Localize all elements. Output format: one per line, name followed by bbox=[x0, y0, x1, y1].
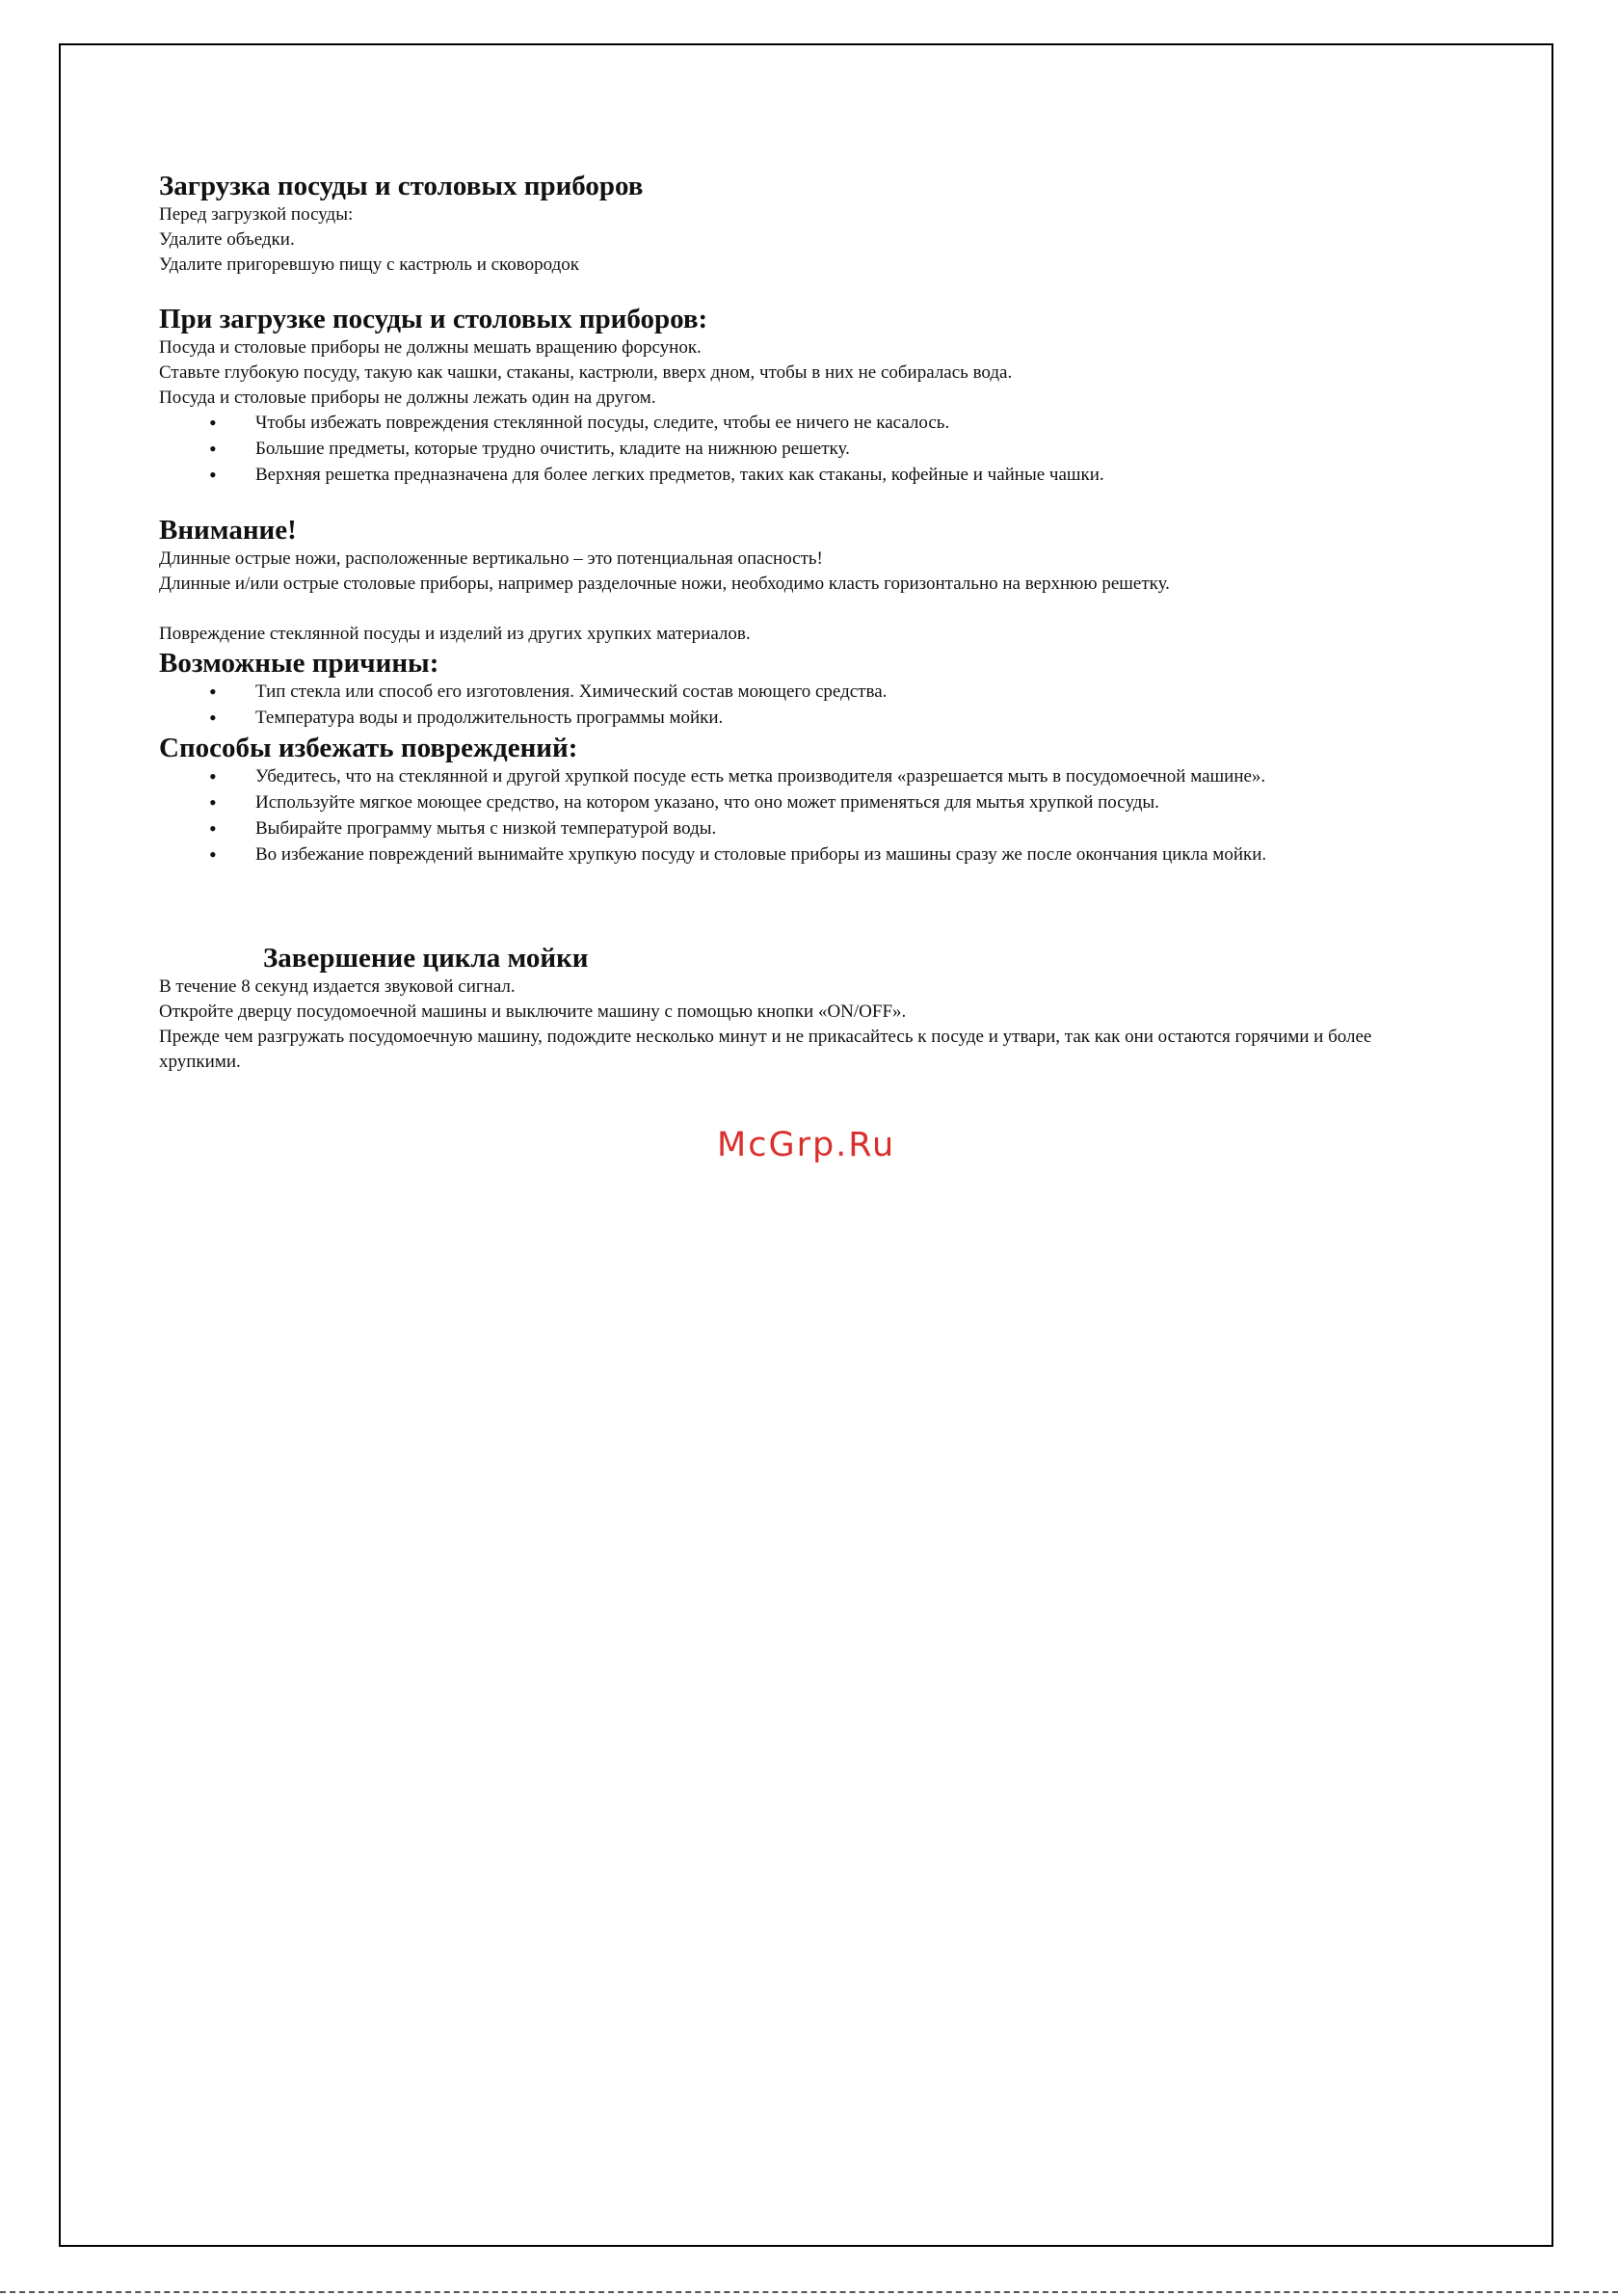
list-item: • Во избежание повреждений вынимайте хрупкую посуду и столовые приборы из машины сразу же после окончания цикла мойки. bbox=[255, 842, 1450, 868]
list-item: • Убедитесь, что на стеклянной и другой хрупкой посуде есть метка производителя «разрешается мыть в посудомоечной машине». bbox=[255, 764, 1450, 789]
section-title-end-cycle: Завершение цикла мойки bbox=[263, 943, 589, 974]
list-item: • Верхняя решетка предназначена для более легких предметов, таких как стаканы, кофейные и чайные чашки. bbox=[255, 463, 1450, 488]
spacer bbox=[159, 278, 1450, 303]
loading-line: Удалите пригоревшую пищу с кастрюль и сковородок bbox=[159, 254, 579, 275]
section-title-loading: Загрузка посуды и столовых приборов bbox=[159, 171, 644, 201]
spacer bbox=[159, 489, 1450, 514]
list-item: • Большие предметы, которые трудно очистить, кладите на нижнюю решетку. bbox=[255, 437, 1450, 462]
list-item: • Температура воды и продолжительность программы мойки. bbox=[255, 706, 1450, 731]
watermark: McGrp.Ru bbox=[717, 1126, 896, 1164]
document-body bbox=[159, 170, 1450, 1075]
list-item: • Чтобы избежать повреждения стеклянной посуды, следите, чтобы ее ничего не касалось. bbox=[255, 411, 1450, 436]
while-loading-line: Посуда и столовые приборы не должны лежать один на другом. bbox=[159, 387, 656, 408]
spacer bbox=[159, 868, 1450, 942]
attention-line: Длинные острые ножи, расположенные вертикально – это потенциальная опасность! bbox=[159, 548, 823, 569]
section-title-causes: Возможные причины: bbox=[159, 648, 439, 679]
section-title-while-loading: При загрузке посуды и столовых приборов: bbox=[159, 304, 708, 334]
avoid-bullet-list bbox=[159, 764, 1450, 868]
list-item: • Тип стекла или способ его изготовления. Химический состав моющего средства. bbox=[255, 680, 1450, 705]
end-cycle-line: Откройте дверцу посудомоечной машины и выключите машину с помощью кнопки «ON/OFF». bbox=[159, 1001, 907, 1022]
list-item: • Выбирайте программу мытья с низкой температурой воды. bbox=[255, 816, 1450, 841]
attention-line: Длинные и/или острые столовые приборы, например разделочные ножи, необходимо класть горизонтально на верхнюю решетку. bbox=[159, 574, 1170, 594]
glass-damage-line: Повреждение стеклянной посуды и изделий из других хрупких материалов. bbox=[159, 624, 751, 644]
causes-bullet-list bbox=[159, 680, 1450, 731]
spacer bbox=[159, 597, 1450, 622]
while-loading-line: Посуда и столовые приборы не должны мешать вращению форсунок. bbox=[159, 337, 702, 358]
loading-line: Удалите объедки. bbox=[159, 229, 295, 250]
section-title-avoid: Способы избежать повреждений: bbox=[159, 733, 578, 763]
end-cycle-line: В течение 8 секунд издается звуковой сигнал. bbox=[159, 976, 516, 997]
while-loading-line: Ставьте глубокую посуду, такую как чашки, стаканы, кастрюли, вверх дном, чтобы в них не собиралась вода. bbox=[159, 362, 1013, 383]
page-bottom-rule bbox=[0, 2291, 1618, 2293]
loading-line: Перед загрузкой посуды: bbox=[159, 204, 354, 225]
section-title-attention: Внимание! bbox=[159, 515, 297, 546]
while-loading-bullet-list bbox=[159, 411, 1450, 488]
end-cycle-line: Прежде чем разгружать посудомоечную машину, подождите несколько минут и не прикасайтесь к посуде и утвари, так как они остаются горячими и более хрупкими. bbox=[159, 1027, 1372, 1072]
list-item: • Используйте мягкое моющее средство, на котором указано, что оно может применяться для мытья хрупкой посуды. bbox=[255, 790, 1450, 815]
